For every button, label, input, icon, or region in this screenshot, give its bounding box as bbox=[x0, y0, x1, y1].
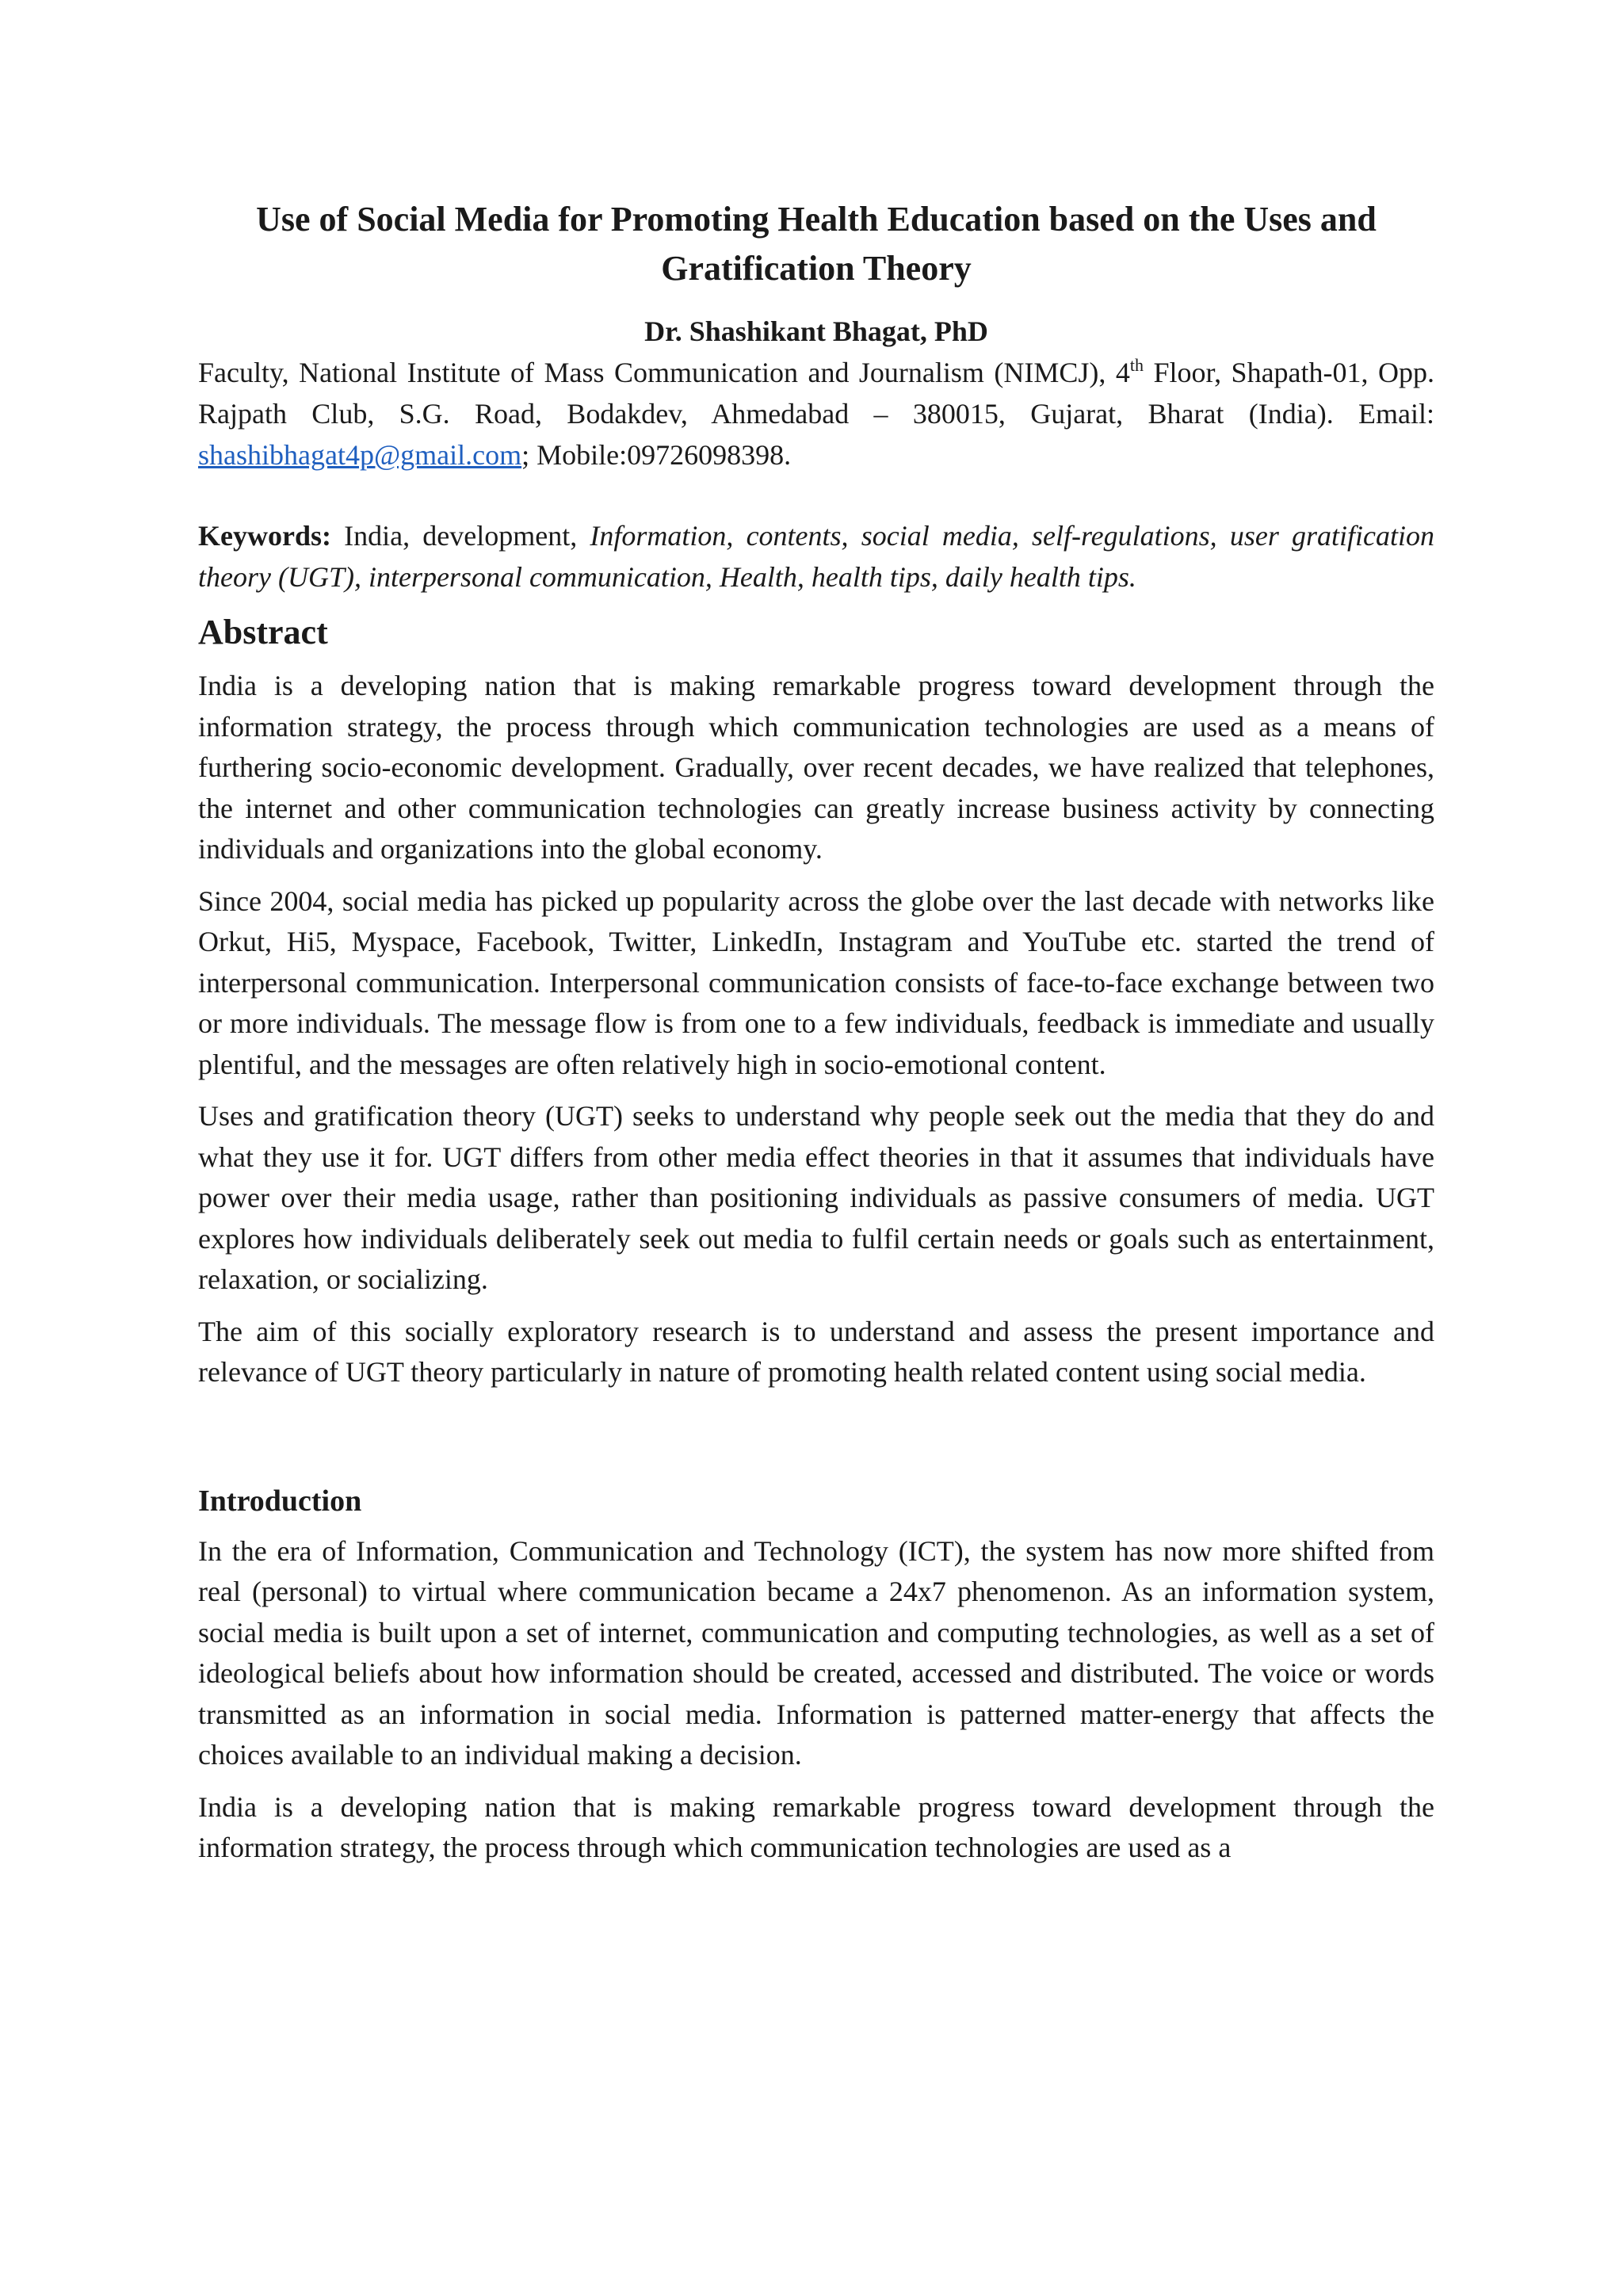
abstract-paragraph: Uses and gratification theory (UGT) seeks to understand why people seek out the media that they do and what they use it for. UGT differs from other media effect theories in that it assumes that individuals have power over their media usage, rather than positioning individuals as passive consumers of media. UGT explores how individuals deliberately seek out media to fulfil certain needs or goals such as entertainment, relaxation, or socializing. bbox=[198, 1100, 1434, 1295]
abstract-paragraph: India is a developing nation that is making remarkable progress toward development through the information strategy, the process through which communication technologies are used as a means of furthering socio-economic development. Gradually, over recent decades, we have realized that telephones, the internet and other communication technologies can greatly increase business activity by connecting individuals and organizations into the global economy. bbox=[198, 670, 1434, 865]
mobile-text: ; Mobile:09726098398. bbox=[521, 439, 792, 471]
email-link[interactable]: shashibhagat4p@gmail.com bbox=[198, 439, 522, 471]
keywords-label: Keywords: bbox=[198, 520, 331, 552]
affiliation-text-continued: Floor, Shapath-01, Opp. Rajpath Club, S.G. Road, Bodakdev, Ahmedabad – 380015, Gujarat, Bharat (India). Email: bbox=[198, 357, 1435, 430]
author-affiliation bbox=[198, 352, 1434, 476]
abstract-paragraph: The aim of this socially exploratory research is to understand and assess the present importance and relevance of UGT theory particularly in nature of promoting health related content using social media. bbox=[198, 1315, 1434, 1388]
keywords-plain: India, development, bbox=[330, 520, 590, 552]
page-content bbox=[198, 195, 1434, 1869]
affiliation-text: Faculty, National Institute of Mass Communication and Journalism (NIMCJ), 4 bbox=[198, 357, 1130, 388]
abstract-paragraph: Since 2004, social media has picked up popularity across the globe over the last decade with networks like Orkut, Hi5, Myspace, Facebook, Twitter, LinkedIn, Instagram and YouTube etc. started the trend of interpersonal communication. Interpersonal communication consists of face-to-face exchange between two or more individuals. The message flow is from one to a few individuals, feedback is immediate and usually plentiful, and the messages are often relatively high in socio-emotional content. bbox=[198, 884, 1434, 1080]
intro-paragraph: In the era of Information, Communication and Technology (ICT), the system has now more shifted from real (personal) to virtual where communication became a 24x7 phenomenon. As an information system, social media is built upon a set of internet, communication and computing technologies, as well as a set of ideological beliefs about how information should be created, accessed and distributed. The voice or words transmitted as an information in social media. Information is patterned matter-energy that affects the choices available to an individual making a decision. bbox=[198, 1534, 1434, 1771]
introduction-heading: Introduction bbox=[198, 1484, 362, 1518]
floor-superscript: th bbox=[1129, 355, 1144, 375]
abstract-heading: Abstract bbox=[198, 613, 328, 651]
keywords-line bbox=[198, 515, 1434, 598]
keywords-italic: Information, contents, social media, self-regulations, user gratification theory (UGT), interpersonal communication, Health, health tips, daily health tips. bbox=[198, 520, 1434, 593]
paper-title: Use of Social Media for Promoting Health Education based on the Uses and Gratification Theory bbox=[256, 200, 1377, 288]
author-name: Dr. Shashikant Bhagat, PhD bbox=[644, 315, 988, 347]
intro-paragraph: India is a developing nation that is making remarkable progress toward development through the information strategy, the process through which communication technologies are used as a bbox=[198, 1790, 1434, 1863]
